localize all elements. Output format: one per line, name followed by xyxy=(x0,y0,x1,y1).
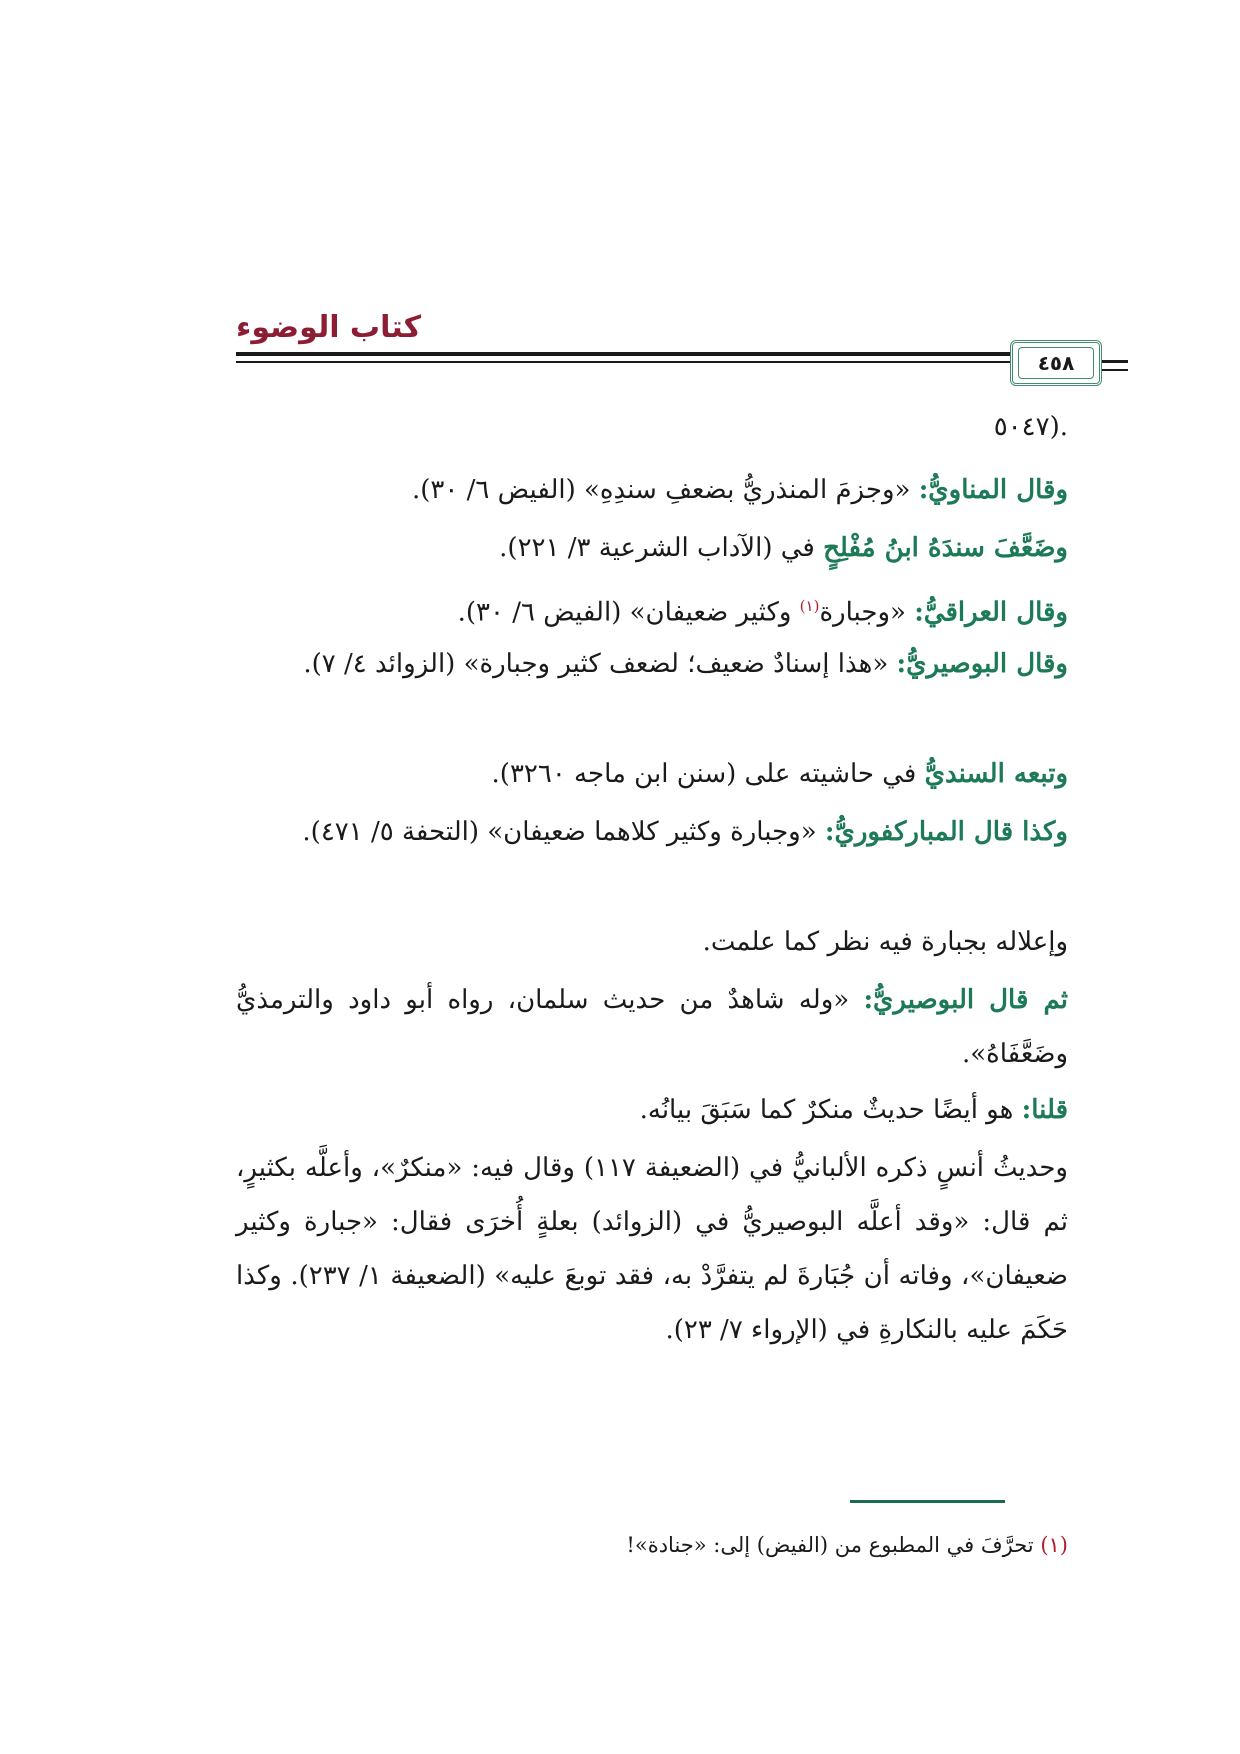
scholar-name: ثم قال البوصيريُّ: xyxy=(863,985,1068,1015)
paragraph-sindi xyxy=(236,747,1068,801)
qulna-label: قلنا: xyxy=(1021,1095,1068,1125)
paragraph-text: وكثير ضعيفان» (الفيض ٦/ ٣٠). xyxy=(457,597,800,628)
paragraph-text: وإعلاله بجبارة فيه نظر كما علمت. xyxy=(702,927,1068,957)
paragraph-qulna xyxy=(236,1083,1068,1137)
header-rule-thin xyxy=(236,361,1068,363)
paragraph-text: وحديثُ أنسٍ ذكره الألبانيُّ في (الضعيفة ١١٧) وقال فيه: «منكرٌ»، وأعلَّه بكثيرٍ، ثم قال: «وقد أعلَّه البوصيريُّ في (الزوائد) بعلةٍ أُخرَى فقال: «جبارة وكثير ضعيفان»، وفاته أن جُبَارةَ لم يتفرَّدْ به، فقد توبعَ عليه» (الضعيفة ١/ ٢٣٧). وكذا حَكَمَ عليه بالنكارةِ في (الإرواء ٧/ ٢٣). xyxy=(236,1153,1068,1345)
paragraph-munawi xyxy=(236,463,1068,517)
header-rule xyxy=(236,352,1068,368)
paragraph-iraqi xyxy=(236,579,1068,640)
paragraph-text: هو أيضًا حديثٌ منكرٌ كما سَبَقَ بيانُه. xyxy=(639,1095,1022,1125)
paragraph-text: في حاشيته على (سنن ابن ماجه ٣٢٦٠). xyxy=(491,759,925,789)
header-rule-tail xyxy=(1102,360,1128,363)
scholar-name: وضَعَّفَ سندَهُ ابنُ مُفْلِحٍ xyxy=(823,533,1068,563)
paragraph-text: «وجبارة وكثير كلاهما ضعيفان» (التحفة ٥/ ٤٧١). xyxy=(302,817,825,847)
paragraph-busiri xyxy=(236,637,1068,691)
paragraph-text: «وله شاهدٌ من حديث سلمان، رواه أبو داود والترمذيُّ وضَعَّفَاهُ». xyxy=(236,985,1068,1069)
footnote-separator xyxy=(850,1500,1005,1503)
paragraph-busiri-second xyxy=(236,973,1068,1081)
paragraph-text: «هذا إسنادٌ ضعيف؛ لضعف كثير وجبارة» (الزوائد ٤/ ٧). xyxy=(303,649,897,679)
paragraph-anas-hadith xyxy=(236,1141,1068,1357)
paragraph-text: «وجبارة xyxy=(819,597,915,628)
scholar-name: وقال المناويُّ: xyxy=(918,475,1068,505)
scholar-name: وتبعه السنديُّ xyxy=(924,759,1068,789)
footnote-text: تحرَّفَ في المطبوع من (الفيض) إلى: «جنادة»! xyxy=(626,1533,1041,1557)
continuation-text: .(٥٠٤٧ xyxy=(993,412,1068,442)
scholar-name: وكذا قال المباركفوريُّ: xyxy=(824,817,1068,847)
page-number-badge xyxy=(1010,340,1102,386)
header-rule-tail-thin xyxy=(1102,369,1128,371)
scholar-name: وقال البوصيريُّ: xyxy=(896,649,1068,679)
paragraph-text: في (الآداب الشرعية ٣/ ٢٢١). xyxy=(499,533,824,563)
paragraph-continuation xyxy=(236,400,1068,454)
paragraph-ibn-muflih xyxy=(236,521,1068,575)
scholar-name: وقال العراقيُّ: xyxy=(914,597,1068,628)
footnote-reference[interactable]: (١) xyxy=(799,597,820,615)
chapter-title: كتاب الوضوء xyxy=(236,310,422,345)
footnote xyxy=(236,1528,1068,1562)
page-number: ٤٥٨ xyxy=(1018,347,1094,379)
paragraph-text: «وجزمَ المنذريُّ بضعفِ سندِهِ» (الفيض ٦/ ٣٠). xyxy=(412,475,919,505)
header-rule-thick xyxy=(236,352,1068,356)
paragraph-mubarakfuri xyxy=(236,805,1068,859)
paragraph-comment xyxy=(236,915,1068,969)
footnote-number: (١) xyxy=(1040,1533,1068,1557)
